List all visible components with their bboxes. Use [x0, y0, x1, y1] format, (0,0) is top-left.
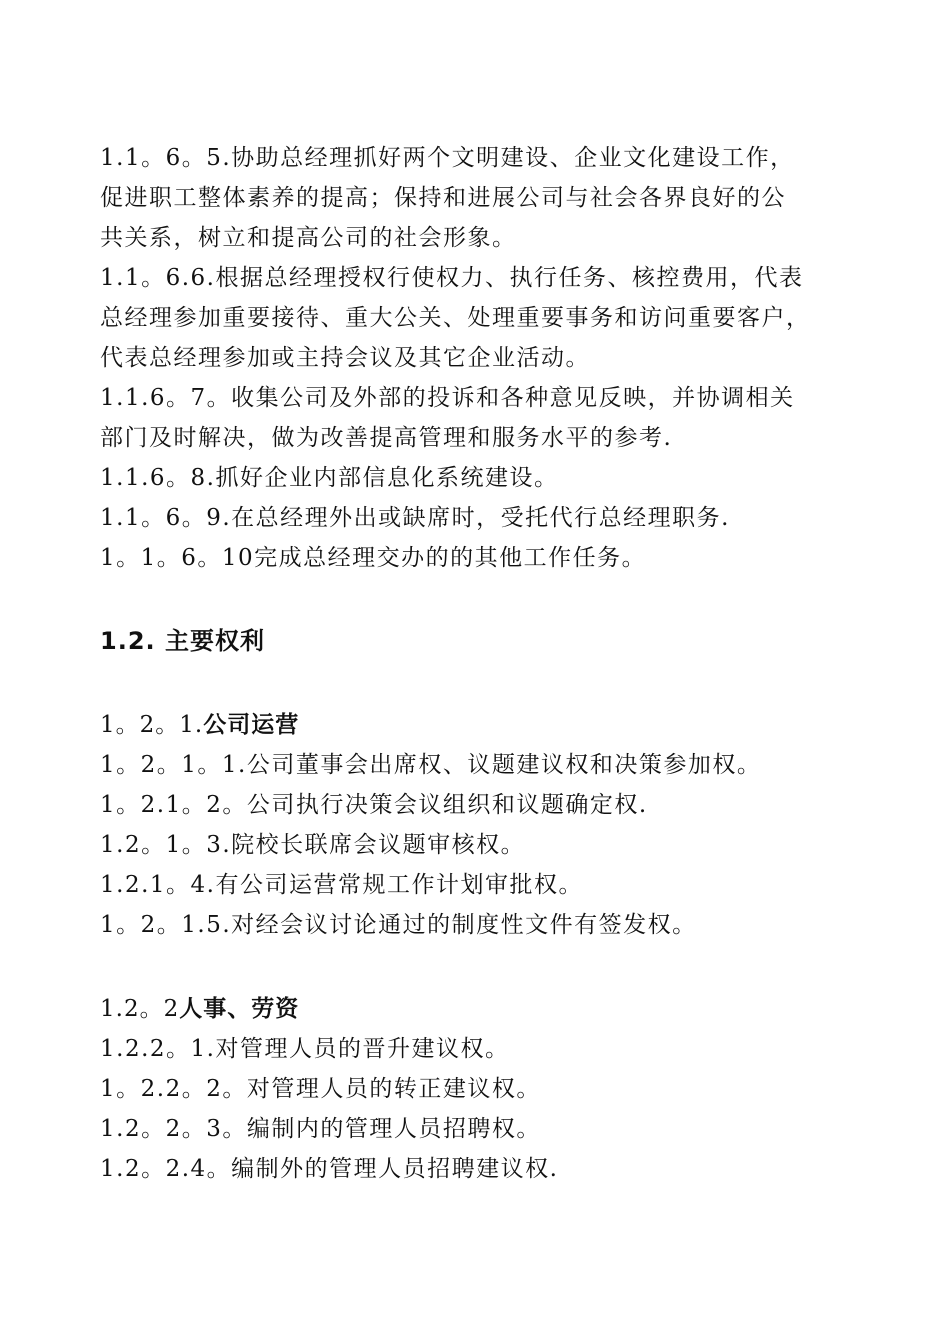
rights-item: 1.2.1。4.有公司运营常规工作计划审批权。 [100, 872, 583, 898]
rights-item: 1.2。2。3。编制内的管理人员招聘权。 [100, 1116, 541, 1142]
rights-item: 1。2。1。1.公司董事会出席权、议题建议权和决策参加权。 [100, 752, 762, 778]
duty-item-9: 1.1。6。9.在总经理外出或缺席时，受托代行总经理职务. [100, 505, 730, 531]
rights-item: 1。2.2。2。对管理人员的转正建议权。 [100, 1076, 541, 1102]
subsection-heading-personnel [100, 989, 870, 1029]
spacer [100, 578, 870, 621]
text-line: 促进职工整体素养的提高；保持和进展公司与社会各界良好的公 [100, 185, 786, 211]
subsection-number: 1。2。1. [100, 712, 204, 738]
rights-item: 1.2.2。1.对管理人员的晋升建议权。 [100, 1036, 510, 1062]
duty-item-10: 1。1。6。10完成总经理交办的的其他工作任务。 [100, 545, 647, 571]
text-line: 共关系，树立和提高公司的社会形象。 [100, 225, 517, 251]
section-heading-rights: 1.2. 主要权利 [100, 627, 265, 655]
text-line: 1.1.6。7。收集公司及外部的投诉和各种意见反映，并协调相关 [100, 385, 795, 411]
spacer [100, 945, 870, 989]
text-line: 1.1。6.6.根据总经理授权行使权力、执行任务、核控费用，代表 [100, 265, 804, 291]
subsection-title: 人事、劳资 [179, 996, 300, 1022]
text-line: 1.1。6。5.协助总经理抓好两个文明建设、企业文化建设工作， [100, 145, 795, 171]
rights-item: 1。2。1.5.对经会议讨论通过的制度性文件有签发权。 [100, 912, 697, 938]
duty-item-8: 1.1.6。8.抓好企业内部信息化系统建设。 [100, 465, 559, 491]
text-line: 总经理参加重要接待、重大公关、处理重要事务和访问重要客户， [100, 305, 811, 331]
rights-item: 1。2.1。2。公司执行决策会议组织和议题确定权. [100, 792, 648, 818]
subsection-title: 公司运营 [203, 712, 300, 738]
duty-item-6 [100, 258, 870, 378]
spacer [100, 661, 870, 705]
subsection-number: 1.2。2 [100, 996, 180, 1022]
text-line: 代表总经理参加或主持会议及其它企业活动。 [100, 345, 590, 371]
document-page [100, 138, 870, 1189]
text-line: 部门及时解决，做为改善提高管理和服务水平的参考. [100, 425, 673, 451]
rights-item: 1.2。1。3.院校长联席会议题审核权。 [100, 832, 526, 858]
rights-item: 1.2。2.4。编制外的管理人员招聘建议权. [100, 1156, 559, 1182]
subsection-heading-operations [100, 705, 870, 745]
duty-item-7 [100, 378, 870, 458]
duty-item-5 [100, 138, 870, 258]
